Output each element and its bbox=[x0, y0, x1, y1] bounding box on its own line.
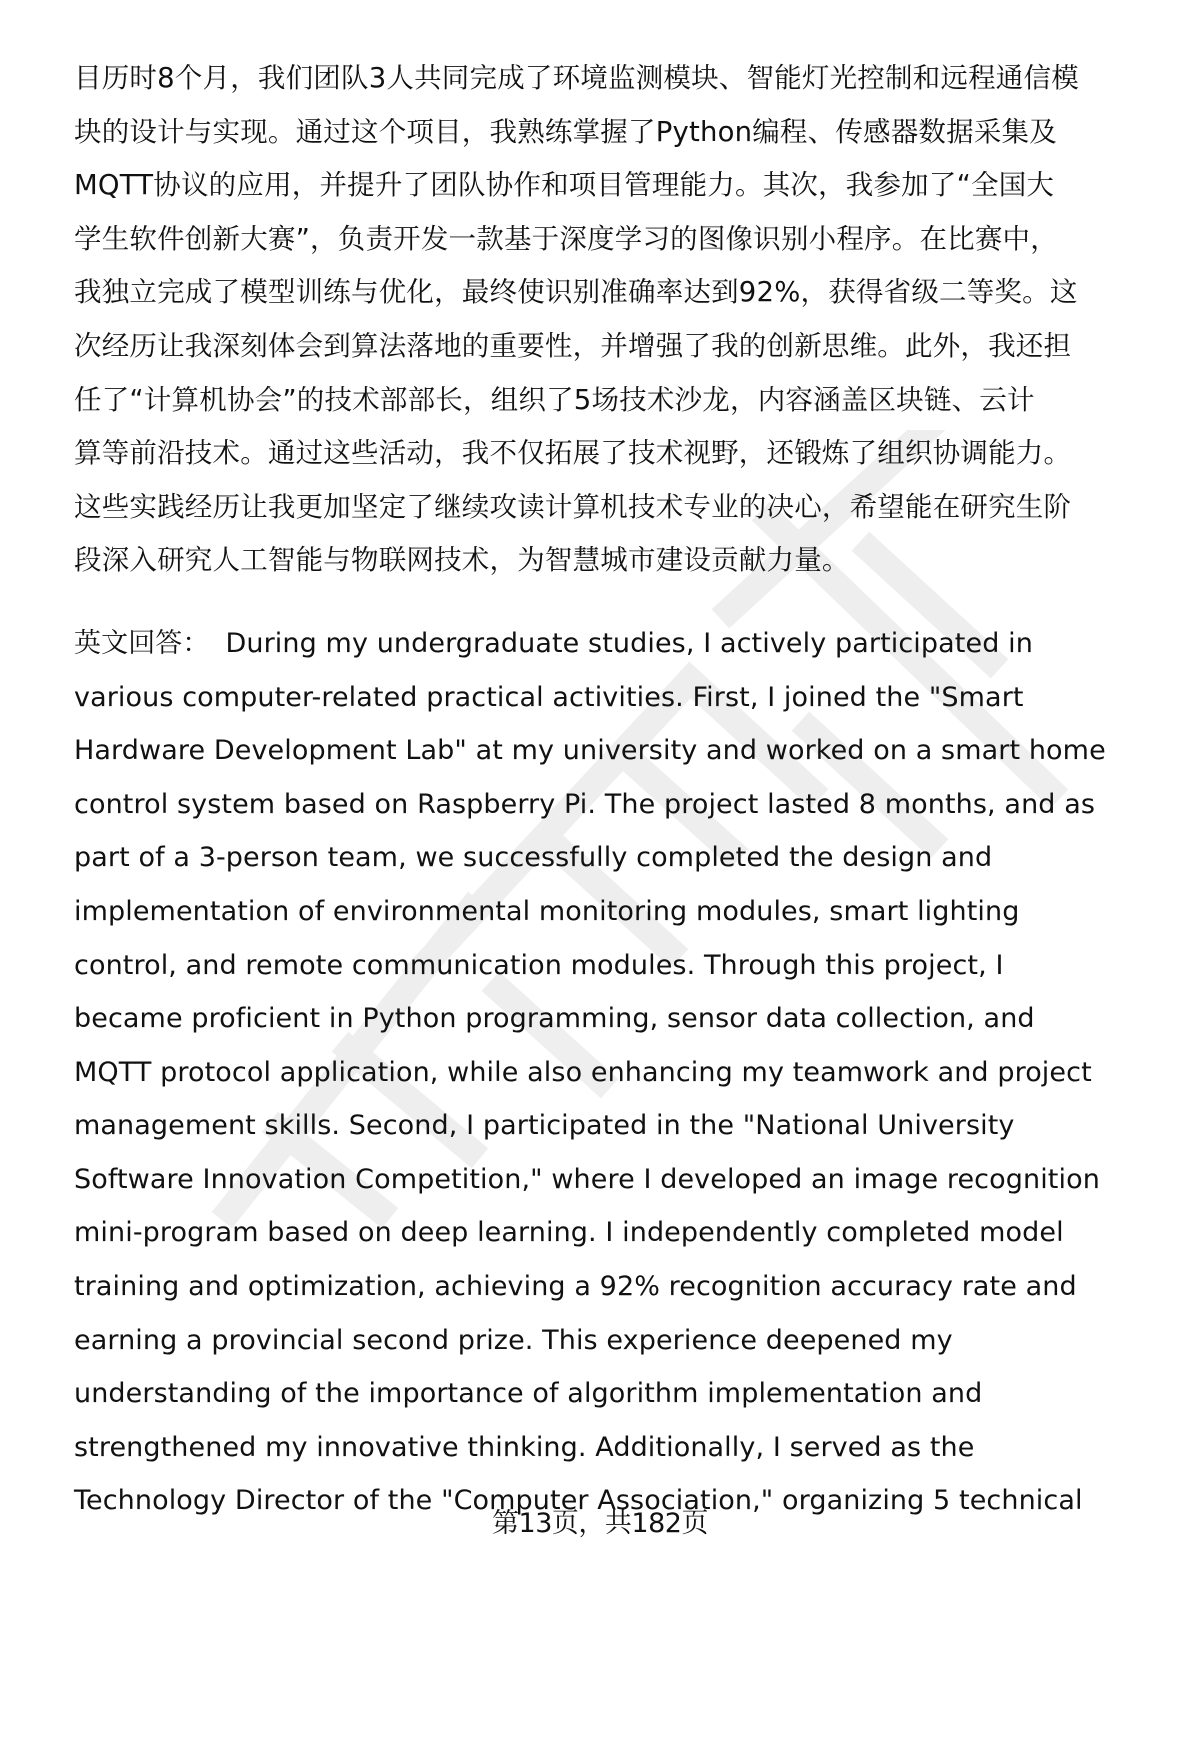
text-line: earning a provincial second prize. This experience deepened my bbox=[74, 1324, 953, 1356]
text-line: 次经历让我深刻体会到算法落地的重要性，并增强了我的创新思维。此外，我还担 bbox=[74, 329, 1072, 362]
text-line: part of a 3-person team, we successfully completed the design and bbox=[74, 842, 993, 874]
text-line: various computer-related practical activities. First, I joined the "Smart bbox=[74, 681, 1024, 713]
text-line: 这些实践经历让我更加坚定了继续攻读计算机技术专业的决心，希望能在研究生阶 bbox=[74, 490, 1072, 523]
english-answer-first-line: During my undergraduate studies, I actively participated in bbox=[225, 627, 1033, 659]
text-line: 段深入研究人工智能与物联网技术，为智慧城市建设贡献力量。 bbox=[74, 544, 850, 577]
text-line: implementation of environmental monitoring modules, smart lighting bbox=[74, 895, 1020, 927]
text-line: understanding of the importance of algorithm implementation and bbox=[74, 1378, 983, 1410]
text-line: 任了“计算机协会”的技术部部长，组织了5场技术沙龙，内容涵盖区块链、云计 bbox=[74, 383, 1035, 416]
text-line: control system based on Raspberry Pi. The project lasted 8 months, and as bbox=[74, 788, 1096, 820]
text-line: Technology Director of the "Computer Association," organizing 5 technical bbox=[74, 1485, 1083, 1517]
text-line: 块的设计与实现。通过这个项目，我熟练掌握了Python编程、传感器数据采集及 bbox=[74, 115, 1057, 148]
paragraph-gap bbox=[74, 588, 1164, 617]
text-line: control, and remote communication modules. Through this project, I bbox=[74, 949, 1004, 981]
text-line: 我独立完成了模型训练与优化，最终使识别准确率达到92%，获得省级二等奖。这 bbox=[74, 276, 1078, 309]
english-answer-label: 英文回答： bbox=[74, 627, 210, 659]
text-line: management skills. Second, I participated in the "National University bbox=[74, 1110, 1015, 1142]
text-line: became proficient in Python programming, sensor data collection, and bbox=[74, 1003, 1035, 1035]
text-line: 目历时8个月，我们团队3人共同完成了环境监测模块、智能灯光控制和远程通信模 bbox=[74, 62, 1079, 94]
text-line: 学生软件创新大赛”，负责开发一款基于深度学习的图像识别小程序。在比赛中， bbox=[74, 222, 1058, 255]
text-line: mini-program based on deep learning. I independently completed model bbox=[74, 1217, 1064, 1249]
text-line: Software Innovation Competition," where I developed an image recognition bbox=[74, 1163, 1100, 1195]
text-line: training and optimization, achieving a 92% recognition accuracy rate and bbox=[74, 1271, 1077, 1303]
text-line: strengthened my innovative thinking. Additionally, I served as the bbox=[74, 1431, 975, 1463]
text-line: MQTT protocol application, while also enhancing my teamwork and project bbox=[74, 1056, 1092, 1088]
english-answer bbox=[74, 617, 1164, 1528]
text-line: 算等前沿技术。通过这些活动，我不仅拓展了技术视野，还锻炼了组织协调能力。 bbox=[74, 437, 1072, 470]
chinese-answer bbox=[74, 52, 1164, 588]
text-line bbox=[74, 617, 1164, 671]
document-body bbox=[74, 52, 1164, 1528]
page-indicator: 第13页，共182页 bbox=[492, 1508, 708, 1539]
text-line: MQTT协议的应用，并提升了团队协作和项目管理能力。其次，我参加了“全国大 bbox=[74, 169, 1055, 202]
text-line: Hardware Development Lab" at my university and worked on a smart home bbox=[74, 735, 1106, 767]
